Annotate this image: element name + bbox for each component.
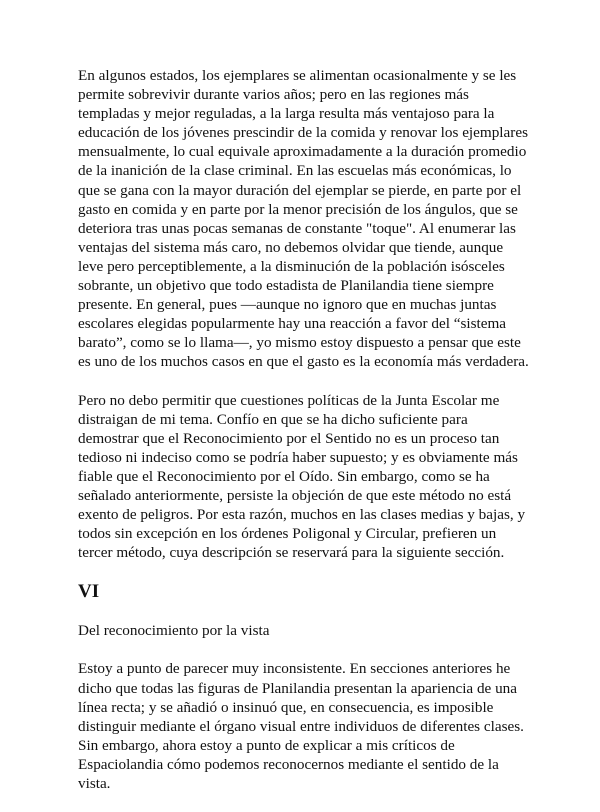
body-paragraph: Pero no debo permitir que cuestiones políticas de la Junta Escolar me distraigan de mi tema. Confío en que se ha dicho suficiente para demostrar que el Reconocimiento por el Sentido no es un proceso tan tedioso ni indeciso como se podría haber supuesto; y es obviamente más fiable que el Reconocimiento por el Oído. Sin embargo, como se ha señalado anteriormente, persiste la objeción de que este método no está exento de peligros. Por esta razón, muchos en las clases medias y bajas, y todos sin excepción en los órdenes Poligonal y Circular, prefieren un tercer método, cuya descripción se reservará para la siguiente sección. — [78, 391, 526, 562]
section-title: Del reconocimiento por la vista — [78, 622, 270, 640]
body-paragraph: Estoy a punto de parecer muy inconsistente. En secciones anteriores he dicho que todas las figuras de Planilandia presentan la apariencia de una línea recta; y se añadió o insinuó que, en consecuencia, es imposible distinguir mediante el órgano visual entre individuos de diferentes clases. Sin embargo, ahora estoy a punto de explicar a mis críticos de Espaciolandia cómo podemos reconocernos mediante el sentido de la vista. — [78, 660, 524, 792]
document-page — [78, 66, 530, 812]
section-number-heading: VI — [78, 581, 100, 603]
body-paragraph: En algunos estados, los ejemplares se alimentan ocasionalmente y se les permite sobrevivir durante varios años; pero en las regiones más templadas y mejor reguladas, a la larga resulta más ventajoso para la educación de los jóvenes prescindir de la comida y renovar los ejemplares mensualmente, lo cual equivale aproximadamente a la duración promedio de la inanición de la clase criminal. En las escuelas más económicas, lo que se gana con la mayor duración del ejemplar se pierde, en parte por el gasto en comida y en parte por la menor precisión de los ángulos, que se deteriora tras unas pocas semanas de constante "toque". Al enumerar las ventajas del sistema más caro, no debemos olvidar que tiende, aunque leve pero perceptiblemente, a la disminución de la población isósceles sobrante, un objetivo que todo estadista de Planilandia tiene siempre presente. En general, pues —aunque no ignoro que en muchas juntas escolares elegidas popularmente hay una reacción a favor del “sistema barato”, como se lo llama—, yo mismo estoy dispuesto a pensar que este es uno de los muchos casos en que el gasto es la economía más verdadera. — [78, 67, 529, 371]
